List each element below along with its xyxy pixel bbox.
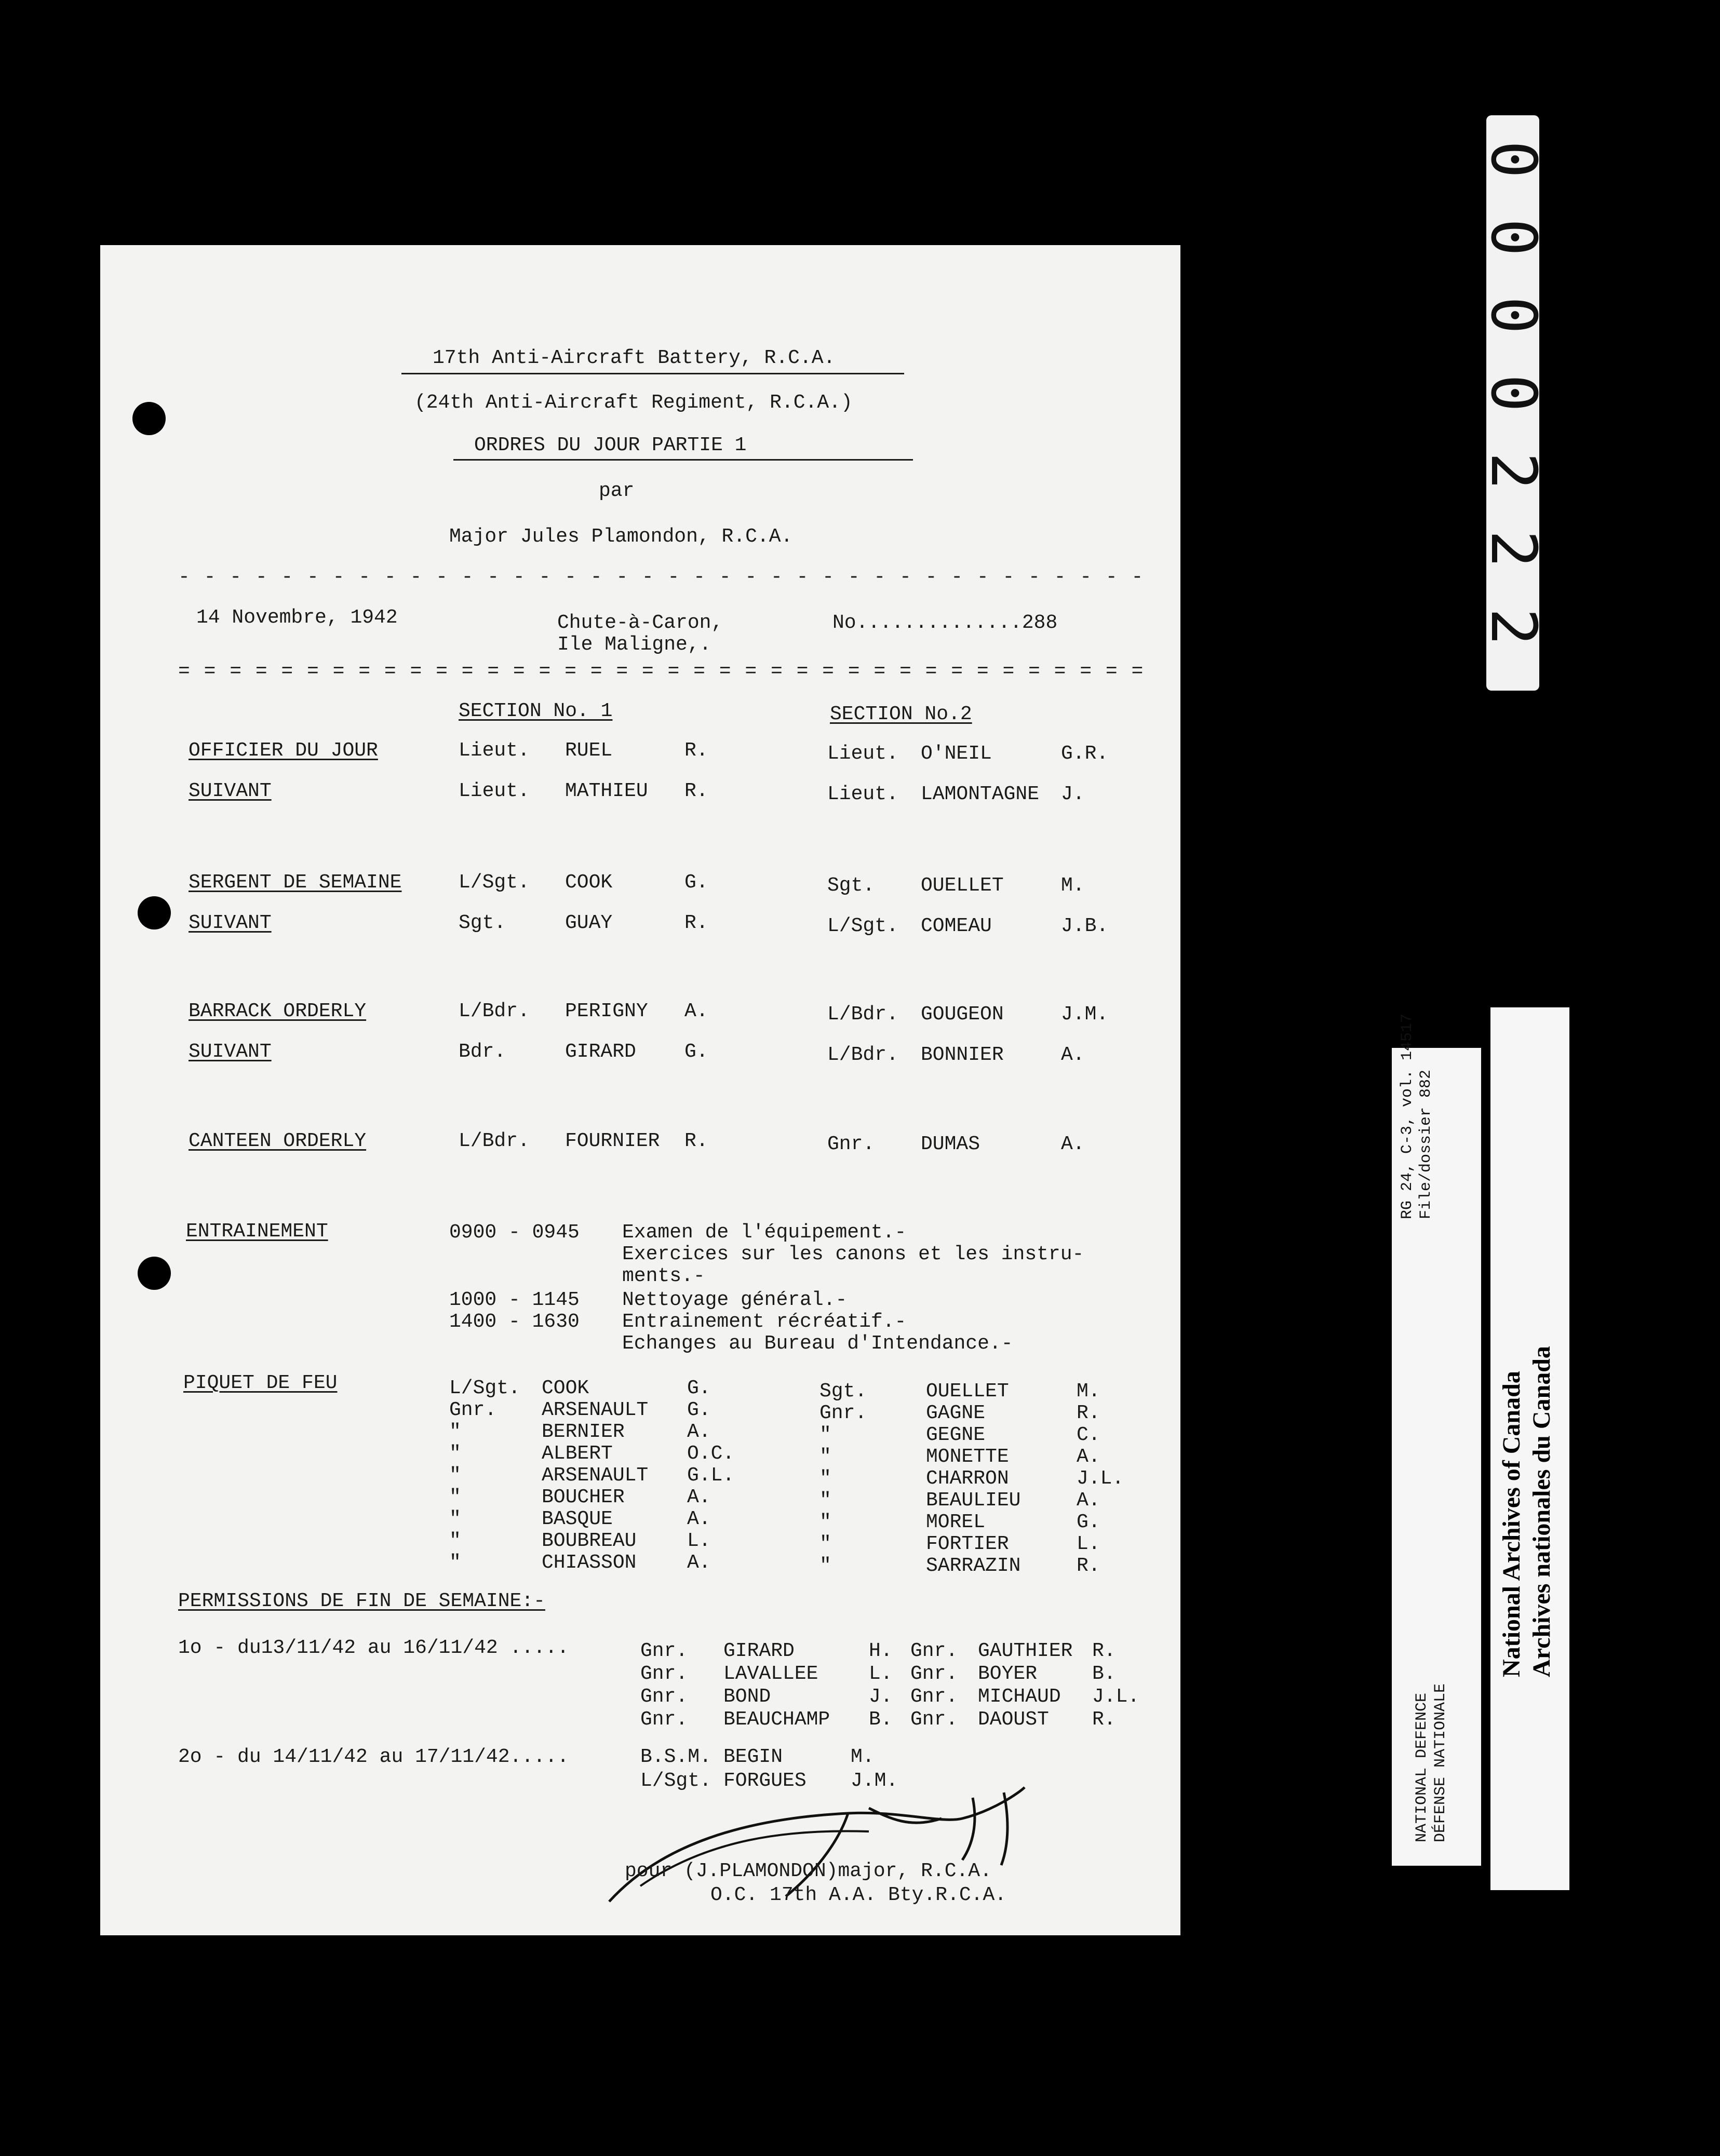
- reference-card: [1392, 1013, 1481, 1866]
- duty-name-s2: DUMAS: [921, 1133, 980, 1155]
- duty-initial-s2: J.B.: [1061, 915, 1109, 937]
- order-date: 14 Novembre, 1942: [196, 607, 398, 629]
- picket-initial: M.: [1077, 1380, 1100, 1403]
- duty-initial-s1: G.: [684, 871, 708, 894]
- pass-rank: Gnr.: [640, 1640, 688, 1662]
- pass-rank: B.S.M.: [640, 1746, 711, 1768]
- picket-rank: Gnr.: [449, 1399, 497, 1421]
- pass-rank: Gnr.: [910, 1686, 958, 1708]
- picket-name: BEAULIEU: [926, 1489, 1021, 1512]
- duty-name-s1: PERIGNY: [565, 1000, 648, 1022]
- training-time: 1000 - 1145: [449, 1289, 580, 1311]
- pass-name: BOYER: [978, 1663, 1038, 1685]
- picket-rank: ": [449, 1443, 461, 1465]
- duty-initial-s2: A.: [1061, 1044, 1085, 1066]
- pass-initial: R.: [1092, 1708, 1116, 1731]
- training-activity: Entrainement récréatif.-: [622, 1311, 907, 1333]
- duty-name-s2: GOUGEON: [921, 1003, 1004, 1026]
- pass-rank: Gnr.: [640, 1708, 688, 1731]
- orders-title: ORDRES DU JOUR PARTIE 1: [474, 434, 747, 456]
- punch-hole: [132, 402, 166, 435]
- picket-initial: G.: [687, 1399, 711, 1421]
- picket-name: GEGNE: [926, 1424, 986, 1446]
- picket-name: MONETTE: [926, 1446, 1009, 1468]
- duty-initial-s1: A.: [684, 1000, 708, 1022]
- place-line-1: Chute-à-Caron,: [557, 612, 723, 634]
- duty-initial-s1: G.: [684, 1041, 708, 1063]
- picket-name: OUELLET: [926, 1380, 1009, 1403]
- training-activity: ments.-: [622, 1265, 705, 1287]
- picket-name: COOK: [542, 1377, 589, 1399]
- picket-initial: J.L.: [1077, 1467, 1124, 1490]
- frame-digit: 0: [1477, 218, 1549, 257]
- duty-initial-s2: M.: [1061, 874, 1085, 897]
- duty-label: SUIVANT: [189, 780, 272, 802]
- duty-initial-s1: R.: [684, 1130, 708, 1152]
- picket-rank: ": [819, 1533, 831, 1555]
- picket-initial: G.L.: [687, 1464, 735, 1487]
- equals-divider: = = = = = = = = = = = = = = = = = = = = = = = = = = = = = = = = = = = = = =: [178, 661, 1145, 683]
- pass-rank: Gnr.: [910, 1640, 958, 1662]
- pass-rank: L/Sgt.: [640, 1770, 711, 1792]
- frame-digit: 0: [1477, 140, 1549, 179]
- picket-name: BOUBREAU: [542, 1530, 637, 1552]
- pass-initial: J.L.: [1092, 1686, 1140, 1708]
- frame-number-card: [1477, 115, 1549, 691]
- picket-name: FORTIER: [926, 1533, 1009, 1555]
- duty-label: SUIVANT: [189, 1041, 272, 1063]
- pass-rank: Gnr.: [640, 1663, 688, 1685]
- pass-initial: R.: [1092, 1640, 1116, 1662]
- duty-rank-s1: Sgt.: [459, 912, 506, 934]
- reference-line-2: File/dossier 882: [1417, 1069, 1435, 1219]
- duty-label: BARRACK ORDERLY: [189, 1000, 367, 1022]
- duty-name-s1: GIRARD: [565, 1041, 636, 1063]
- signature-line-1: pour (J.PLAMONDON)major, R.C.A.: [625, 1860, 992, 1882]
- picket-rank: ": [819, 1446, 831, 1468]
- picket-name: MOREL: [926, 1511, 986, 1533]
- picket-rank: ": [449, 1508, 461, 1530]
- pass-name: FORGUES: [723, 1770, 807, 1792]
- duty-name-s1: FOURNIER: [565, 1130, 660, 1152]
- training-activity: Exercices sur les canons et les instru-: [622, 1243, 1084, 1265]
- archives-card: [1490, 1007, 1569, 1890]
- duty-rank-s1: L/Bdr.: [459, 1130, 530, 1152]
- duty-initial-s1: R.: [684, 780, 708, 802]
- regiment-title: (24th Anti-Aircraft Regiment, R.C.A.): [414, 392, 853, 414]
- picket-initial: R.: [1077, 1402, 1100, 1424]
- training-activity: Examen de l'équipement.-: [622, 1221, 907, 1244]
- title-rule: [401, 373, 904, 374]
- picket-initial: O.C.: [687, 1443, 735, 1465]
- reference-line-1: RG 24, C-3, vol. 14517: [1399, 1013, 1416, 1219]
- weekend-period-1: 1o - du13/11/42 au 16/11/42 .....: [178, 1637, 569, 1659]
- pass-initial: M.: [851, 1746, 875, 1768]
- reference-line-3: NATIONAL DEFENCE: [1413, 1692, 1431, 1842]
- duty-rank-s2: Lieut.: [827, 743, 898, 765]
- picket-rank: ": [449, 1552, 461, 1574]
- frame-digit: 2: [1477, 608, 1549, 646]
- picket-name: BASQUE: [542, 1508, 613, 1530]
- picket-initial: R.: [1077, 1555, 1100, 1577]
- pass-rank: Gnr.: [640, 1686, 688, 1708]
- picket-name: CHARRON: [926, 1467, 1009, 1490]
- duty-rank-s2: L/Sgt.: [827, 915, 898, 937]
- picket-initial: L.: [687, 1530, 711, 1552]
- par-label: par: [599, 480, 635, 502]
- pass-name: GIRARD: [723, 1640, 795, 1662]
- picket-rank: ": [449, 1486, 461, 1508]
- major-name: Major Jules Plamondon, R.C.A.: [449, 525, 793, 548]
- picket-rank: ": [819, 1467, 831, 1490]
- duty-name-s2: BONNIER: [921, 1044, 1004, 1066]
- picket-initial: A.: [687, 1552, 711, 1574]
- picket-rank: ": [449, 1464, 461, 1487]
- duty-name-s2: OUELLET: [921, 874, 1004, 897]
- duty-initial-s2: A.: [1061, 1133, 1085, 1155]
- duty-label: OFFICIER DU JOUR: [189, 739, 378, 762]
- pass-name: DAOUST: [978, 1708, 1049, 1731]
- picket-name: ARSENAULT: [542, 1399, 649, 1421]
- pass-initial: J.: [869, 1686, 893, 1708]
- duty-name-s1: MATHIEU: [565, 780, 648, 802]
- picket-rank: ": [819, 1489, 831, 1512]
- training-time: 0900 - 0945: [449, 1221, 580, 1244]
- picket-initial: A.: [1077, 1489, 1100, 1512]
- pass-rank: Gnr.: [910, 1708, 958, 1731]
- picket-name: BERNIER: [542, 1421, 625, 1443]
- picket-rank: ": [819, 1555, 831, 1577]
- picket-initial: A.: [687, 1486, 711, 1508]
- picket-name: ARSENAULT: [542, 1464, 649, 1487]
- pass-name: MICHAUD: [978, 1686, 1061, 1708]
- duty-initial-s2: G.R.: [1061, 743, 1109, 765]
- frame-digit: 2: [1477, 452, 1549, 490]
- section-2-heading: SECTION No.2: [830, 703, 972, 725]
- archives-line-1: National Archives of Canada: [1498, 1371, 1525, 1677]
- duty-rank-s1: L/Sgt.: [459, 871, 530, 894]
- duty-name-s2: LAMONTAGNE: [921, 783, 1040, 805]
- punch-hole: [138, 1257, 171, 1290]
- duty-initial-s2: J.: [1061, 783, 1085, 805]
- pass-initial: L.: [869, 1663, 893, 1685]
- picket-initial: A.: [1077, 1446, 1100, 1468]
- duty-initial-s1: R.: [684, 912, 708, 934]
- pass-initial: B.: [869, 1708, 893, 1731]
- punch-hole: [138, 896, 171, 929]
- pass-name: LAVALLEE: [723, 1663, 818, 1685]
- duty-rank-s2: Gnr.: [827, 1133, 875, 1155]
- signature-line-2: O.C. 17th A.A. Bty.R.C.A.: [710, 1884, 1007, 1906]
- picket-rank: ": [819, 1424, 831, 1446]
- picket-initial: A.: [687, 1508, 711, 1530]
- picket-initial: C.: [1077, 1424, 1100, 1446]
- orders-rule: [453, 459, 913, 461]
- picket-name: CHIASSON: [542, 1552, 637, 1574]
- dashed-divider: - - - - - - - - - - - - - - - - - - - - - - - - - - - - - - - - - - - - - -: [178, 566, 1145, 588]
- battery-title: 17th Anti-Aircraft Battery, R.C.A.: [433, 347, 836, 369]
- duty-label: SERGENT DE SEMAINE: [189, 871, 402, 894]
- place-line-2: Ile Maligne,.: [557, 634, 711, 656]
- duty-name-s1: RUEL: [565, 739, 613, 762]
- section-1-heading: SECTION No. 1: [459, 700, 613, 722]
- picket-initial: G.: [687, 1377, 711, 1399]
- duty-label: CANTEEN ORDERLY: [189, 1130, 367, 1152]
- picket-rank: ": [449, 1530, 461, 1552]
- training-activity: Nettoyage général.-: [622, 1289, 848, 1311]
- weekend-label: PERMISSIONS DE FIN DE SEMAINE:-: [178, 1590, 545, 1612]
- duty-rank-s1: Bdr.: [459, 1041, 506, 1063]
- duty-name-s1: COOK: [565, 871, 613, 894]
- pass-initial: J.M.: [851, 1770, 898, 1792]
- training-activity: Echanges au Bureau d'Intendance.-: [622, 1332, 1013, 1355]
- duty-initial-s1: R.: [684, 739, 708, 762]
- duty-rank-s2: L/Bdr.: [827, 1044, 898, 1066]
- pass-initial: H.: [869, 1640, 893, 1662]
- frame-digit: 2: [1477, 530, 1549, 568]
- duty-rank-s1: Lieut.: [459, 739, 530, 762]
- duty-rank-s2: L/Bdr.: [827, 1003, 898, 1026]
- picket-name: GAGNE: [926, 1402, 986, 1424]
- duty-rank-s1: L/Bdr.: [459, 1000, 530, 1022]
- pass-name: BEGIN: [723, 1746, 783, 1768]
- picket-rank: ": [819, 1511, 831, 1533]
- picket-name: SARRAZIN: [926, 1555, 1021, 1577]
- frame-digit: 0: [1477, 374, 1549, 412]
- archives-line-2: Archives nationales du Canada: [1528, 1346, 1555, 1677]
- pass-rank: Gnr.: [910, 1663, 958, 1685]
- picket-initial: A.: [687, 1421, 711, 1443]
- duty-rank-s2: Sgt.: [827, 874, 875, 897]
- pass-name: GAUTHIER: [978, 1640, 1073, 1662]
- duty-initial-s2: J.M.: [1061, 1003, 1109, 1026]
- document-page: [100, 245, 1180, 1935]
- fire-picket-label: PIQUET DE FEU: [183, 1372, 338, 1394]
- order-number: No..............288: [832, 612, 1058, 634]
- training-label: ENTRAINEMENT: [186, 1220, 328, 1243]
- duty-name-s1: GUAY: [565, 912, 613, 934]
- pass-initial: B.: [1092, 1663, 1116, 1685]
- reference-line-4: DÉFENSE NATIONALE: [1432, 1683, 1449, 1842]
- frame-digit: 0: [1477, 296, 1549, 334]
- weekend-period-2: 2o - du 14/11/42 au 17/11/42.....: [178, 1746, 569, 1768]
- picket-initial: L.: [1077, 1533, 1100, 1555]
- picket-initial: G.: [1077, 1511, 1100, 1533]
- duty-name-s2: COMEAU: [921, 915, 992, 937]
- picket-rank: ": [449, 1421, 461, 1443]
- duty-label: SUIVANT: [189, 912, 272, 934]
- duty-rank-s2: Lieut.: [827, 783, 898, 805]
- pass-name: BOND: [723, 1686, 771, 1708]
- duty-name-s2: O'NEIL: [921, 743, 992, 765]
- picket-name: BOUCHER: [542, 1486, 625, 1508]
- picket-rank: L/Sgt.: [449, 1377, 520, 1399]
- picket-rank: Gnr.: [819, 1402, 867, 1424]
- picket-name: ALBERT: [542, 1443, 613, 1465]
- picket-rank: Sgt.: [819, 1380, 867, 1403]
- training-time: 1400 - 1630: [449, 1311, 580, 1333]
- duty-rank-s1: Lieut.: [459, 780, 530, 802]
- pass-name: BEAUCHAMP: [723, 1708, 830, 1731]
